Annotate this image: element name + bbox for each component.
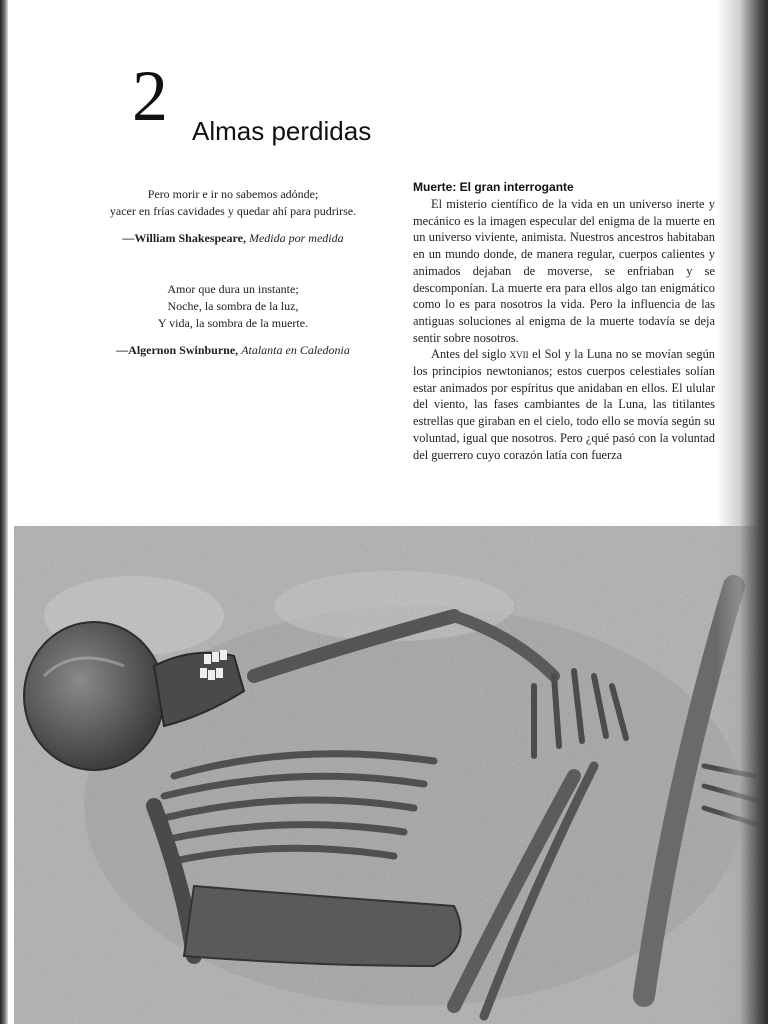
epigraph-line: Pero morir e ir no sabemos adónde;: [147, 187, 319, 201]
skeleton-illustration: [14, 526, 768, 1024]
skeleton-photograph: [14, 526, 768, 1024]
epigraph-line: yacer en frías cavidades y quedar ahí para pudrirse.: [109, 204, 357, 218]
body-paragraph: El misterio científico de la vida en un universo inerte y mecánico es la imagen especular del enigma de la muerte en un universo viviente, animista. Nuestros ancestros habitaban en un mundo donde, de manera regular, cuerpos calientes y animados dejaban de moverse, se enfriaban y se descomponían. La muerte era para ellos algo tan enigmático como lo es para nosotros la vida. Pero la influencia de las antiguas soluciones al enigma de la muerte todavía se deja sentir sobre nosotros.: [413, 197, 715, 345]
book-left-edge: [0, 0, 8, 1024]
epigraph-work: Medida por medida: [248, 231, 344, 245]
century-numeral: xvii: [509, 347, 529, 362]
epigraphs: [68, 186, 398, 359]
epigraph-work: Atalanta en Caledonia: [241, 343, 350, 357]
epigraph-attribution: [68, 230, 398, 247]
book-page: [8, 0, 768, 1024]
para-text: el Sol y la Luna no se movían según los principios newtonianos; estos cuerpos celestiales solían estar animados por espíritus que anidaban en ellos. El ulular del viento, las fases cambiantes de la Luna, las titilantes estrellas que giraban en el cielo, todo ello se movía según su voluntad, igual que nosotros. Pero ¿qué pasó con la voluntad del guerrero cuyo corazón latía con fuerza: [413, 347, 715, 462]
epigraph-attribution: [68, 342, 398, 359]
epigraph-author: —William Shakespeare,: [122, 231, 246, 245]
section-heading: Muerte: El gran interrogante: [413, 180, 574, 194]
body-column: [413, 180, 715, 463]
skull: [24, 622, 164, 770]
epigraph-line: Amor que dura un instante;: [167, 282, 299, 296]
epigraph-swinburne: [68, 281, 398, 359]
epigraph-line: Noche, la sombra de la luz,: [167, 299, 299, 313]
page-gutter-shadow: [716, 0, 768, 1024]
epigraph-author: —Algernon Swinburne,: [116, 343, 239, 357]
epigraph-line: Y vida, la sombra de la muerte.: [157, 316, 309, 330]
chapter-number: 2: [132, 56, 168, 136]
chapter-title: Almas perdidas: [192, 116, 372, 146]
body-paragraph: [413, 346, 715, 463]
para-text: Antes del siglo: [431, 347, 507, 362]
epigraph-shakespeare: [68, 186, 398, 247]
